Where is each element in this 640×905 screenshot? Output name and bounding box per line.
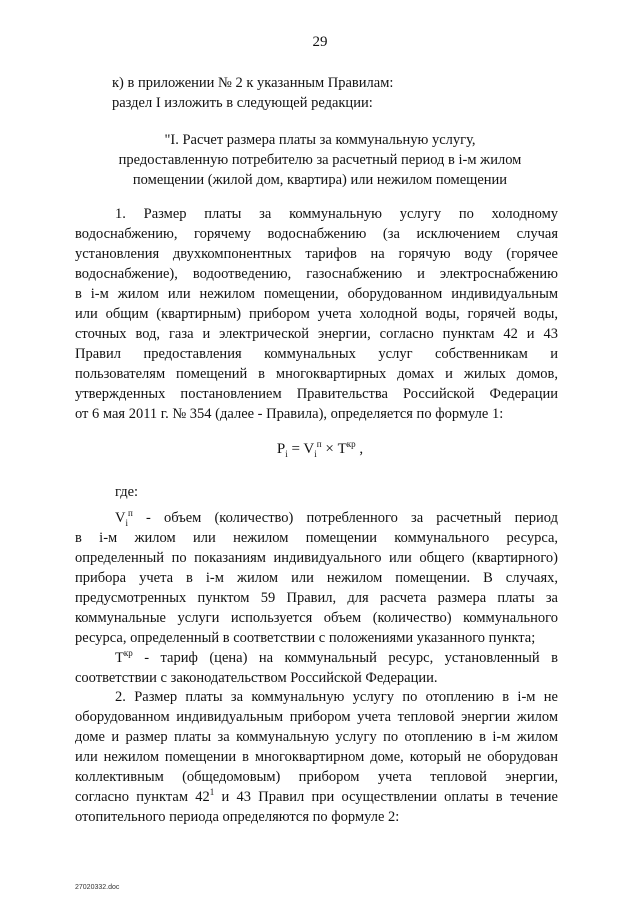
paragraph-2 <box>75 687 558 827</box>
text-line: водоснабжению, горячему водоснабжению (за исключением случая <box>75 226 558 242</box>
formula-superscript: кр <box>346 439 356 449</box>
formula-symbol: P <box>276 441 286 457</box>
formula-operator: = <box>287 441 304 457</box>
text-line: пользователям помещений в многоквартирных домах и жилых домов, <box>75 366 558 382</box>
def-text: - тариф (цена) на коммунальный ресурс, установленный в <box>132 650 558 666</box>
file-name-footer: 27020332.doc <box>75 884 120 891</box>
text-line: 2. Размер платы за коммунальную услугу по отоплению в i-м не <box>115 689 558 705</box>
text-line: сточных вод, газа и электрической энергии, согласно пунктам 42 и 43 <box>75 326 558 342</box>
text-line: в i-м жилом или нежилом помещении коммунального ресурса, <box>75 530 558 546</box>
text-line: установления двухкомпонентных тарифов на горячую воду (горячее <box>75 246 558 262</box>
text-line: соответствии с законодательством Российской Федерации. <box>75 670 438 686</box>
text-line: коммунальные услуги используется объем (количество) коммунального <box>75 610 558 626</box>
heading-line: помещении (жилой дом, квартира) или нежилом помещении <box>132 172 508 188</box>
def-symbol: T <box>115 650 124 666</box>
formula-subscript: i <box>314 449 317 459</box>
def-symbol: V <box>115 510 126 526</box>
text-line: в i-м жилом или нежилом помещении, оборудованном индивидуальным <box>75 286 558 302</box>
def-superscript: п <box>128 508 133 519</box>
text-line: от 6 мая 2011 г. № 354 (далее - Правила), определяется по формуле 1: <box>75 406 504 422</box>
text-line <box>75 787 558 807</box>
text-superscript: 1 <box>209 787 215 798</box>
formula-superscript: п <box>316 439 322 449</box>
formula-operator: × <box>321 441 338 457</box>
text-line: или общим (квартирным) прибором учета холодной воды, горячей воды, <box>75 306 558 322</box>
definition-v <box>75 508 558 648</box>
text-line: или нежилом помещении в многоквартирном доме, который не оборудован <box>75 749 558 765</box>
heading-line: предоставленную потребителю за расчетный период в i-м жилом <box>118 152 522 168</box>
def-subscript: i <box>125 517 128 528</box>
formula-punctuation: , <box>355 441 364 457</box>
text-line: оборудованном индивидуальным прибором учета тепловой энергии жилом <box>75 709 558 725</box>
section-heading <box>0 130 640 190</box>
text-fragment: и 43 Правил при осуществлении оплаты в течение <box>214 789 558 805</box>
text-line: прибора учета в i-м жилом или нежилом помещении. В случаях, <box>75 570 558 586</box>
page-number: 29 <box>312 34 328 50</box>
text-line: 1. Размер платы за коммунальную услугу по холодному <box>115 206 558 222</box>
heading-line: "I. Расчет размера платы за коммунальную услугу, <box>164 132 476 148</box>
text-line <box>75 648 558 668</box>
formula-1 <box>0 441 640 458</box>
text-line: водоснабжение), водоотведению, газоснабжению и электроснабжению <box>75 266 558 282</box>
where-label <box>75 482 558 502</box>
intro-line: к) в приложении № 2 к указанным Правилам: <box>112 75 394 91</box>
where-text: где: <box>115 484 139 500</box>
def-text: - объем (количество) потребленного за расчетный период <box>132 510 558 526</box>
text-line: отопительного периода определяются по формуле 2: <box>75 809 400 825</box>
text-line: предусмотренных пунктом 59 Правил, для расчета размера платы за <box>75 590 558 606</box>
text-line: утвержденных постановлением Правительства Российской Федерации <box>75 386 558 402</box>
text-line: доме и размер платы за коммунальную услугу по отоплению в i-м жилом <box>75 729 558 745</box>
text-line <box>75 508 558 528</box>
text-line: коллективным (общедомовым) прибором учета тепловой энергии, <box>75 769 558 785</box>
text-fragment: согласно пунктам 42 <box>75 789 210 805</box>
formula-symbol: T <box>337 441 347 457</box>
formula-subscript: i <box>285 449 288 459</box>
text-line: Правил предоставления коммунальных услуг собственникам и <box>75 346 558 362</box>
def-superscript: кр <box>123 648 133 659</box>
intro-text <box>112 73 572 113</box>
text-line: ресурса, определенный в соответствии с положениями указанного пункта; <box>75 630 536 646</box>
intro-line: раздел I изложить в следующей редакции: <box>112 95 373 111</box>
paragraph-1 <box>75 204 558 424</box>
definition-t <box>75 648 558 688</box>
formula-symbol: V <box>303 441 315 457</box>
text-line: определенный по показаниям индивидуального или общего (квартирного) <box>75 550 558 566</box>
